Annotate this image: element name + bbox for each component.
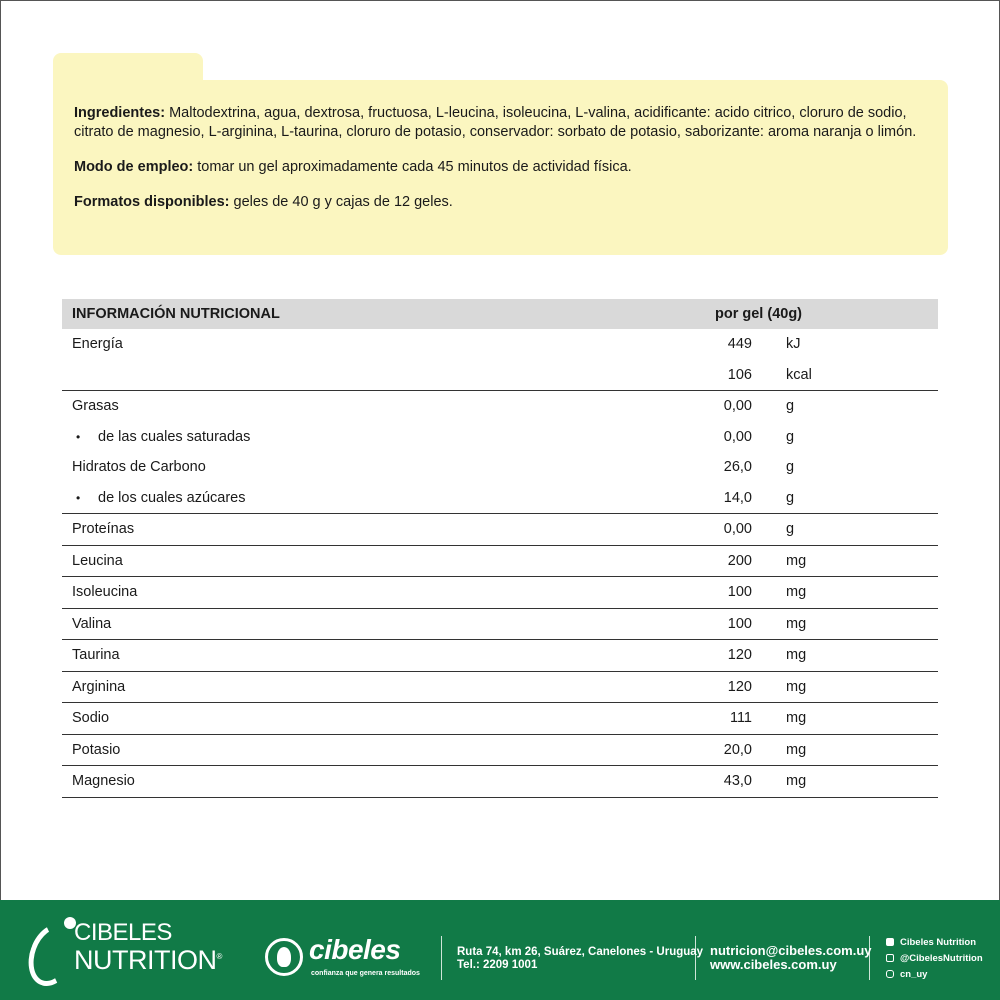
row-unit: mg — [786, 647, 807, 664]
website-link[interactable]: www.cibeles.com.uy — [710, 957, 837, 972]
group-magnesio — [62, 766, 938, 798]
row-unit: mg — [786, 741, 807, 758]
table-row — [62, 766, 938, 797]
address-line1: Ruta 74, km 26, Suárez, Canelones - Uruguay — [457, 946, 704, 958]
brand-line2 — [74, 945, 222, 975]
table-row — [62, 483, 938, 514]
row-label: Valina — [72, 615, 112, 632]
divider — [441, 936, 442, 980]
row-value: 100 — [727, 584, 752, 601]
nutrition-table — [62, 299, 938, 798]
row-unit: mg — [786, 678, 807, 695]
table-row — [62, 546, 938, 577]
row-label-text: de los cuales azúcares — [98, 489, 246, 506]
instagram-icon — [886, 970, 894, 978]
registered-mark: ® — [216, 952, 222, 961]
table-row — [62, 640, 938, 671]
row-unit: kJ — [786, 336, 801, 353]
table-row — [62, 609, 938, 640]
group-grasas — [62, 391, 938, 514]
cibeles-logo — [265, 934, 440, 984]
row-unit: mg — [786, 773, 807, 790]
group-arginina — [62, 672, 938, 704]
formats-paragraph — [74, 193, 918, 212]
row-unit: g — [786, 459, 795, 476]
table-header-column: por gel (40g) — [715, 306, 803, 322]
twitter-handle: @CibelesNutrition — [900, 953, 983, 964]
row-value: 43,0 — [723, 773, 752, 790]
table-row — [62, 577, 938, 608]
row-label: Energía — [72, 336, 123, 353]
facebook-icon — [886, 938, 894, 946]
formats-label: Formatos disponibles: — [74, 194, 230, 210]
row-label-text: de las cuales saturadas — [98, 428, 251, 445]
row-unit: g — [786, 428, 795, 445]
row-unit: mg — [786, 552, 807, 569]
row-unit: mg — [786, 615, 807, 632]
row-unit: mg — [786, 584, 807, 601]
group-proteinas — [62, 514, 938, 546]
table-row — [62, 422, 938, 453]
group-potasio — [62, 735, 938, 767]
row-value: 0,00 — [723, 521, 752, 538]
table-header-label: INFORMACIÓN NUTRICIONAL — [72, 306, 280, 322]
instagram-handle: cn_uy — [900, 969, 928, 980]
row-value: 100 — [727, 615, 752, 632]
row-label-sub — [62, 490, 662, 506]
cibeles-tagline: confianza que genera resultados — [311, 970, 420, 977]
row-unit: mg — [786, 710, 807, 727]
row-unit: g — [786, 489, 795, 506]
row-label: Proteínas — [72, 521, 135, 538]
row-label: Taurina — [72, 647, 120, 664]
row-value: 200 — [727, 552, 752, 569]
usage-paragraph — [74, 158, 918, 177]
group-valina — [62, 609, 938, 641]
social-twitter[interactable] — [886, 951, 983, 967]
contact-block — [710, 944, 872, 972]
table-row — [62, 514, 938, 545]
formats-text: geles de 40 g y cajas de 12 geles. — [229, 194, 453, 210]
usage-label: Modo de empleo: — [74, 159, 194, 175]
row-label: Sodio — [72, 710, 110, 727]
usage-text: tomar un gel aproximadamente cada 45 minutos de actividad física. — [193, 159, 632, 175]
table-row — [62, 360, 938, 391]
row-unit: g — [786, 398, 795, 415]
row-label: Hidratos de Carbono — [72, 459, 206, 476]
facebook-handle: Cibeles Nutrition — [900, 937, 977, 948]
ingredients-paragraph — [74, 104, 918, 142]
row-label: Grasas — [72, 398, 119, 415]
table-row — [62, 703, 938, 734]
ingredients-label: Ingredientes: — [74, 105, 166, 121]
cibeles-nutrition-logo — [30, 915, 222, 987]
ingredients-text: Maltodextrina, agua, dextrosa, fructuosa, L-leucina, isoleucina, L-valina, acidificante: acido citrico, cloruro de sodio, citrato de magnesio, L-arginina, L-taurina, cloruro de potasio, conservador: sorbato de potasio, saborizante: aroma naranja o limón. — [74, 105, 917, 140]
bullet: • — [76, 429, 81, 444]
row-label: Arginina — [72, 678, 126, 695]
group-sodio — [62, 703, 938, 735]
row-label: Magnesio — [72, 773, 135, 790]
bullet: • — [76, 490, 81, 505]
row-value: 449 — [727, 336, 752, 353]
group-leucina — [62, 546, 938, 578]
table-row — [62, 672, 938, 703]
row-label-sub — [62, 429, 662, 445]
row-value: 0,00 — [723, 428, 752, 445]
twitter-icon — [886, 954, 894, 962]
table-row — [62, 391, 938, 422]
cibeles-word: cibeles — [309, 934, 401, 965]
row-unit: g — [786, 521, 795, 538]
group-energia — [62, 329, 938, 391]
row-value: 106 — [727, 366, 752, 383]
row-value: 111 — [729, 710, 752, 727]
table-row — [62, 329, 938, 360]
table-header — [62, 299, 938, 329]
row-value: 120 — [727, 647, 752, 664]
social-facebook[interactable] — [886, 935, 983, 951]
row-value: 14,0 — [723, 489, 752, 506]
row-unit: kcal — [786, 366, 812, 383]
row-label: Leucina — [72, 552, 123, 569]
group-isoleucina — [62, 577, 938, 609]
address-line2: Tel.: 2209 1001 — [457, 959, 538, 971]
row-label: Isoleucina — [72, 584, 138, 601]
row-value: 120 — [727, 678, 752, 695]
social-instagram[interactable] — [886, 967, 983, 983]
row-label: Potasio — [72, 741, 121, 758]
table-row — [62, 452, 938, 483]
brand-line2-text: NUTRITION — [74, 945, 217, 975]
email-link[interactable]: nutricion@cibeles.com.uy — [710, 943, 872, 958]
social-block — [886, 935, 983, 983]
info-box — [53, 80, 948, 255]
brand-line1: CIBELES — [74, 919, 172, 946]
address-block — [457, 946, 703, 972]
group-taurina — [62, 640, 938, 672]
row-value: 0,00 — [723, 398, 752, 415]
table-row — [62, 735, 938, 766]
row-value: 20,0 — [723, 741, 752, 758]
cibeles-emblem-icon — [265, 938, 303, 976]
row-value: 26,0 — [723, 459, 752, 476]
